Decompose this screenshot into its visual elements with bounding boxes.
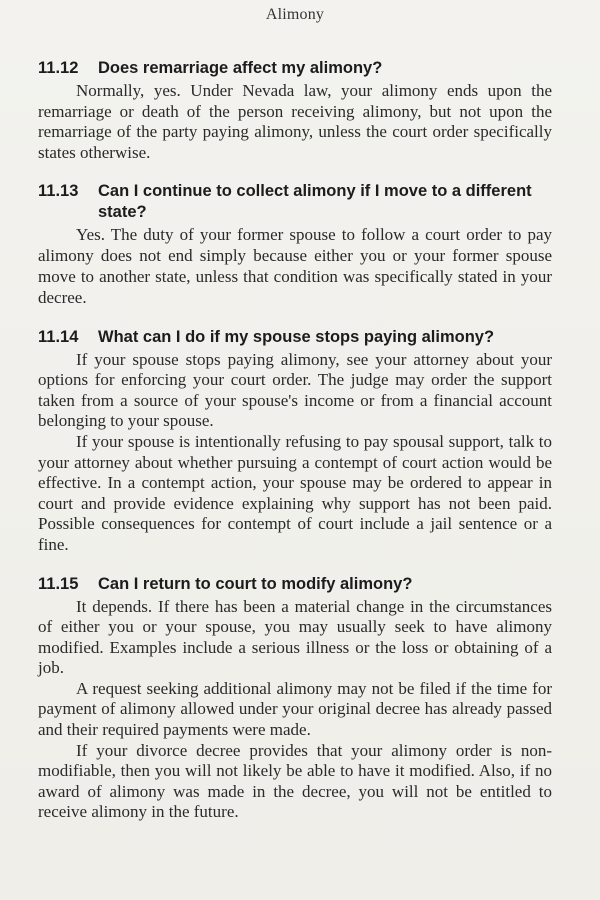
question-text: What can I do if my spouse stops paying alimony? <box>98 327 495 346</box>
answer-paragraph: If your spouse is intentionally refusing to pay spousal support, talk to your attorney about whether pursuing a contempt of court action would be effective. In a contempt action, your spouse may be ordered to appear in court and provide evidence explaining why support has not been paid. Possible consequences for contempt of court include a jail sentence or a fine. <box>38 431 552 554</box>
section-11-13 <box>38 181 552 308</box>
question-heading <box>38 574 552 595</box>
question-heading <box>38 58 552 79</box>
question-text: Does remarriage affect my alimony? <box>98 59 383 77</box>
answer-paragraph: If your spouse stops paying alimony, see your attorney about your options for enforcing your court order. The judge may order the support taken from a source of your spouse's income or from a financial account belonging to your spouse. <box>38 349 552 431</box>
question-heading <box>38 327 552 348</box>
answer-paragraph: If your divorce decree provides that your alimony order is non-modifiable, then you will not likely be able to have it modified. Also, if no award of alimony was made in the decree, you will not be entitled to receive alimony in the future. <box>38 740 552 822</box>
answer-paragraph: It depends. If there has been a material change in the circumstances of either you or your spouse, you may usually seek to have alimony modified. Examples include a serious illness or the loss or obtaining of a job. <box>38 596 552 678</box>
question-number: 11.12 <box>38 59 79 77</box>
question-text: Can I continue to collect alimony if I move to a different state? <box>98 182 532 222</box>
question-number: 11.14 <box>38 327 79 346</box>
answer-paragraph: Normally, yes. Under Nevada law, your alimony ends upon the remarriage or death of the person receiving alimony, but not upon the remarriage of the party paying alimony, unless the court order specifically states otherwise. <box>38 81 552 162</box>
running-head: Alimony <box>265 6 325 23</box>
question-number: 11.15 <box>38 574 79 593</box>
section-11-15 <box>38 574 552 824</box>
answer-paragraph: A request seeking additional alimony may not be filed if the time for payment of alimony allowed under your original decree has already passed and their required payments were made. <box>38 678 552 740</box>
question-text: Can I return to court to modify alimony? <box>98 574 413 593</box>
answer-paragraph: Yes. The duty of your former spouse to follow a court order to pay alimony does not end simply because either you or your former spouse move to another state, unless that condition was specifically stated in your decree. <box>38 225 552 307</box>
question-number: 11.13 <box>38 182 79 201</box>
section-11-14 <box>38 327 552 556</box>
question-heading <box>38 181 552 223</box>
section-11-12 <box>38 58 552 163</box>
